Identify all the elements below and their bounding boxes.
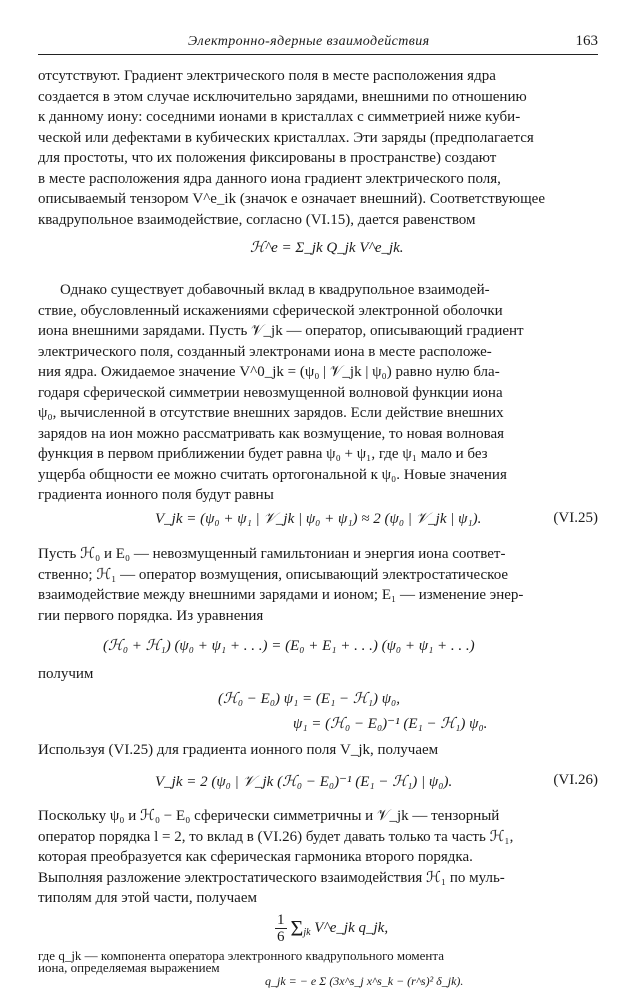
text-line: оператор порядка l = 2, то вклад в (VI.26) будет давать только та часть ℋ₁,	[38, 828, 514, 845]
text-line: годаря сферической симметрии невозмущенной волновой функции иона	[38, 384, 503, 401]
text-line: иона внешними зарядами. Пусть 𝒱_jk — оператор, описывающий градиент	[38, 323, 524, 339]
paragraph-1	[38, 66, 598, 230]
text-line: ческой или дефектами в кубических кристаллах. Эти заряды (предполагается	[38, 129, 534, 146]
text-line: ψ₀, вычисленной в отсутствие внешних зарядов. Если действие внешних	[38, 405, 504, 421]
text-line: Выполняя разложение электростатического взаимодействия ℋ₁ по муль-	[38, 869, 505, 886]
fraction-numerator: 1	[277, 912, 285, 928]
text-line: ственно; ℋ₁ — оператор возмущения, описывающий электростатическое	[38, 566, 509, 583]
paragraph-7	[400, 961, 632, 976]
text-line: к данному иону: соседними ионами в кристаллах с симметрией ниже куби-	[38, 109, 521, 125]
equation-perturbation: (ℋ₀ + ℋ₁) (ψ₀ + ψ₁ + . . .) = (E₀ + E₁ + . . .) (ψ₀ + ψ₁ + . . .)	[103, 638, 475, 654]
fraction	[275, 912, 287, 945]
text-line: отсутствуют. Градиент электрического поля в месте расположения ядра	[38, 68, 496, 84]
text-line: для простоты, что их положения фиксированы в пространстве) создают	[38, 150, 497, 166]
equation-psi1-a: (ℋ₀ − E₀) ψ₁ = (E₁ − ℋ₁) ψ₀,	[218, 691, 400, 707]
text-line: градиента ионного поля будут равны	[38, 487, 274, 503]
multipole-body: V^e_jk q_jk,	[314, 919, 389, 936]
equation-psi1-b: ψ₁ = (ℋ₀ − E₀)⁻¹ (E₁ − ℋ₁) ψ₀.	[293, 716, 488, 732]
text-line: гии первого порядка. Из уравнения	[38, 607, 264, 624]
sum-sign: Σ	[290, 915, 304, 941]
text-line: Однако существует добавочный вклад в квадрупольное взаимодей-	[60, 282, 490, 298]
text-line: ствие, обусловленный искажениями сферической электронной оболочки	[38, 302, 503, 319]
text-line: Используя (VI.25) для градиента ионного поля V_jk, получаем	[38, 742, 439, 758]
text-line: ния ядра. Ожидаемое значение V^0_jk = (ψ₀ | 𝒱_jk | ψ₀) равно нулю бла-	[38, 364, 500, 380]
equation-label-vi25: (VI.25)	[553, 510, 598, 526]
text-line: ущерба общности ее можно считать ортогональной к ψ₀. Новые значения	[38, 466, 507, 483]
paragraph-2	[38, 280, 598, 506]
text-line: зарядов на ион можно рассматривать как возмущение, то новая волновая	[38, 425, 505, 442]
equation-vi26: V_jk = 2 (ψ₀ | 𝒱_jk (ℋ₀ − E₀)⁻¹ (E₁ − ℋ₁) | ψ₀).	[155, 774, 453, 790]
running-header	[38, 32, 598, 55]
text-line: Подставляя эти выражения в (VI.26), найдем линейное соотношение между	[400, 961, 627, 969]
text-line: взаимодействие между внешними зарядами и ионом; E₁ — изменение энер-	[38, 587, 524, 603]
page-number: 163	[575, 33, 598, 49]
text-line: типолям для этой части, получаем	[38, 890, 257, 906]
text-line: Пусть ℋ₀ и E₀ — невозмущенный гамильтониан и энергия иона соответ-	[38, 546, 506, 562]
text-line: Поскольку ψ₀ и ℋ₀ − E₀ сферически симметричны и 𝒱_jk — тензорный	[38, 808, 500, 824]
equation-multipole	[275, 912, 388, 945]
text-line: квадрупольное взаимодействие, согласно (VI.15), дается равенством	[38, 211, 476, 228]
text-line: функция в первом приближении будет равна ψ₀ + ψ₁, где ψ₁ мало и без	[38, 446, 488, 462]
sum-index: jk	[303, 926, 311, 938]
equation-he: ℋ^e = Σ_jk Q_jk V^e_jk.	[250, 240, 404, 256]
text-line: в месте расположения ядра данного иона градиент электрического поля,	[38, 170, 501, 187]
running-title: Электронно-ядерные взаимодействия	[188, 34, 430, 49]
equation-qjk: q_jk = − e Σ (3x^s_j x^s_k − (r^s)² δ_jk).	[265, 974, 464, 988]
equation-label-vi26: (VI.26)	[553, 772, 598, 788]
text-line: которая преобразуется как сферическая гармоника второго порядка.	[38, 849, 473, 865]
text-line: градиентом внешнего поля V^e_jk и градиентом V_jk, создаваемым искажен-	[400, 968, 632, 976]
text-line: где q_jk — компонента оператора электронного квадрупольного момента	[38, 948, 444, 963]
equation-vi25: V_jk = (ψ₀ + ψ₁ | 𝒱_jk | ψ₀ + ψ₁) ≈ 2 (ψ₀ | 𝒱_jk | ψ₁).	[155, 511, 482, 527]
paragraph-4	[38, 740, 598, 761]
text-line: описываемый тензором V^e_ik (значок e означает внешний). Соответствующее	[38, 191, 545, 207]
paragraph-5	[38, 806, 598, 909]
text-line: создается в этом случае исключительно зарядами, внешними по отношению	[38, 88, 527, 105]
text-line: иона, определяемая выражением	[38, 960, 220, 975]
paragraph-get	[38, 664, 598, 685]
paragraph-3	[38, 544, 598, 626]
text-line: электрического поля, созданный электронами иона в месте расположе-	[38, 343, 492, 360]
text-line: получим	[38, 666, 94, 682]
fraction-denominator: 6	[277, 929, 285, 945]
